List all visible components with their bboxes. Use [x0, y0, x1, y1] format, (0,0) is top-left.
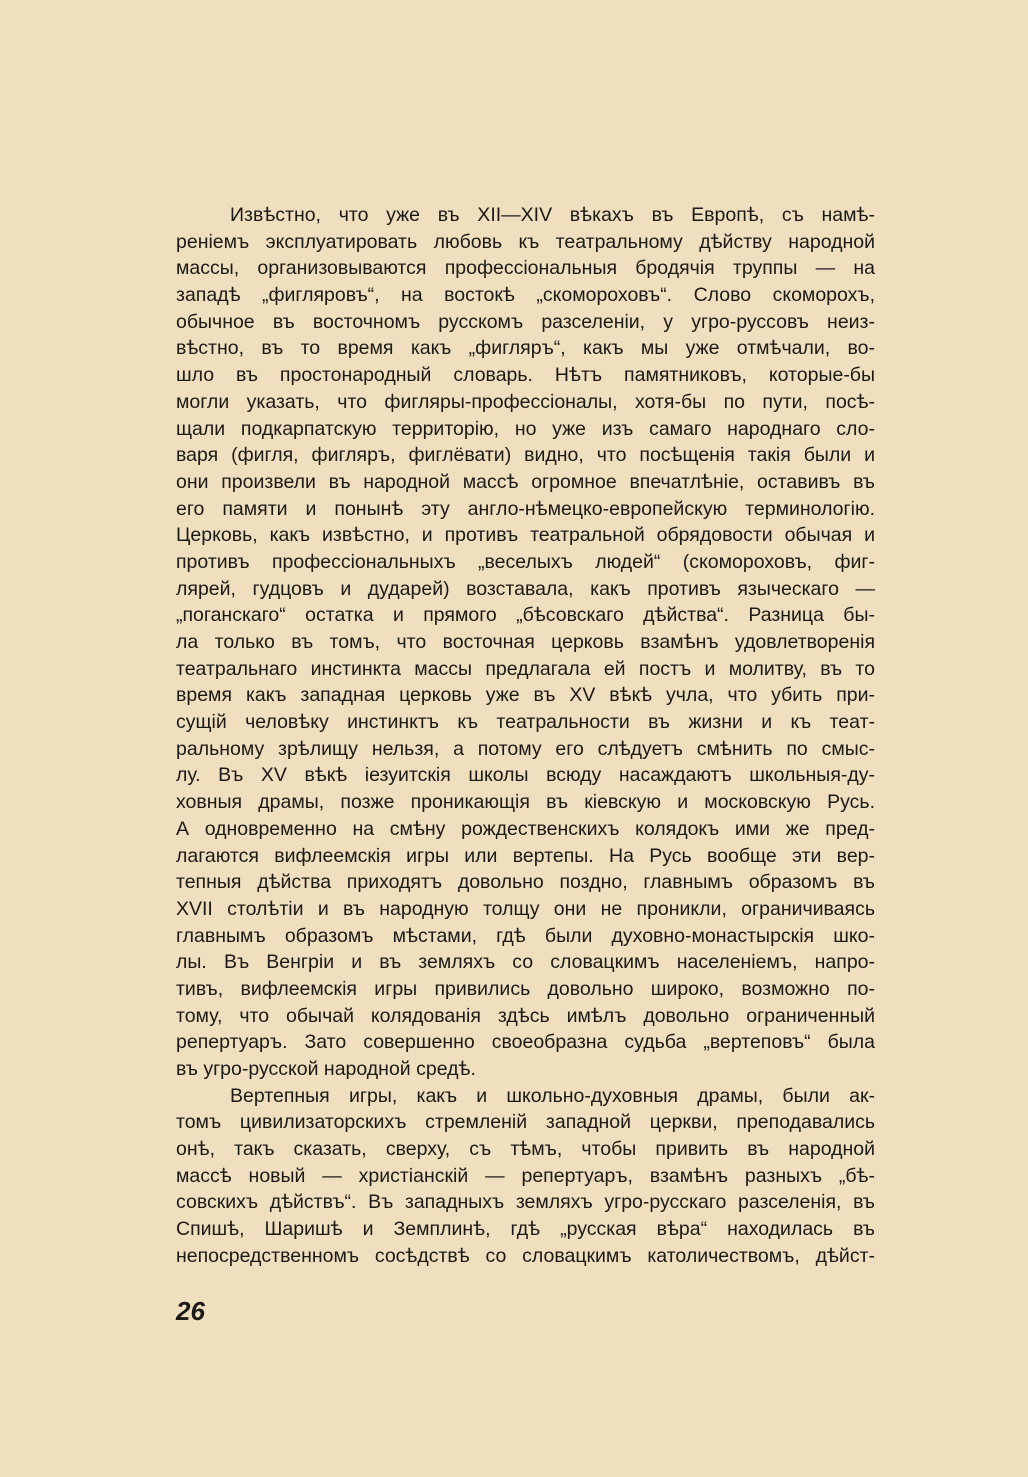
body-text: [176, 202, 875, 1270]
text-line: Спишѣ, Шаришѣ и Земплинѣ, гдѣ „русская вѣра“ находилась въ: [176, 1218, 875, 1241]
page-number: 26: [176, 1296, 205, 1326]
text-line: вѣстно, въ то время какъ „фигляръ“, какъ мы уже отмѣчали, во-: [176, 337, 875, 360]
text-line: ральному зрѣлищу нельзя, а потому его слѣдуетъ смѣнить по смыс-: [176, 737, 875, 760]
text-line: шло въ простонародный словарь. Нѣтъ памятниковъ, которые-бы: [176, 364, 875, 387]
text-line: могли указать, что фигляры-профессіоналы, хотя-бы по пути, посѣ-: [176, 390, 875, 413]
text-line: массѣ новый — христіанскій — репертуаръ, взамѣнъ разныхъ „бѣ-: [176, 1164, 875, 1187]
text-line: лу. Въ XV вѣкѣ іезуитскія школы всюду насаждаютъ школьныя-ду-: [176, 764, 875, 787]
text-line: варя (фигля, фигляръ, фиглёвати) видно, что посѣщенія такія были и: [176, 444, 875, 467]
text-line: тому, что обычай колядованія здѣсь имѣлъ довольно ограниченный: [176, 1004, 875, 1027]
text-line: ла только въ томъ, что восточная церковь взамѣнъ удовлетворенія: [176, 631, 875, 653]
paragraph-1: [176, 202, 875, 1083]
text-line: въ угро-русской народной средѣ.: [176, 1058, 476, 1080]
text-line: время какъ западная церковь уже въ XV вѣкѣ учла, что убить при-: [176, 684, 875, 707]
text-line: театральнаго инстинкта массы предлагала ей постъ и молитву, въ то: [176, 657, 875, 680]
text-line: реніемъ эксплуатировать любовь къ театральному дѣйству народной: [176, 230, 875, 253]
text-line: они произвели въ народной массѣ огромное впечатлѣніе, оставивъ въ: [176, 470, 875, 493]
text-line: Вертепныя игры, какъ и школьно-духовныя драмы, были ак-: [230, 1084, 875, 1107]
text-line: Церковь, какъ извѣстно, и противъ театральной обрядовости обычая и: [176, 524, 875, 547]
text-line: А одновременно на смѣну рождественскихъ колядокъ ими же пред-: [176, 817, 875, 840]
text-line: массы, организовываются профессіональныя бродячія труппы — на: [176, 257, 875, 280]
text-line: онѣ, такъ сказать, сверху, съ тѣмъ, чтобы привить въ народной: [176, 1138, 875, 1161]
text-line: непосредственномъ сосѣдствѣ со словацкимъ католичествомъ, дѣйст-: [176, 1244, 875, 1267]
text-line: XVII столѣтіи и въ народную толщу они не проникли, ограничиваясь: [176, 897, 875, 920]
text-line: Извѣстно, что уже въ XII—XIV вѣкахъ въ Европѣ, съ намѣ-: [230, 204, 875, 226]
text-line: лы. Въ Венгріи и въ земляхъ со словацкимъ населеніемъ, напро-: [176, 951, 875, 974]
text-line: репертуаръ. Зато совершенно своеобразна судьба „вертеповъ“ была: [176, 1031, 875, 1054]
text-line: лагаются вифлеемскія игры или вертепы. На Русь вообще эти вер-: [176, 844, 875, 867]
text-line: ховныя драмы, позже проникающія въ кіевскую и московскую Русь.: [176, 791, 875, 814]
text-line: тепныя дѣйства приходятъ довольно поздно, главнымъ образомъ въ: [176, 871, 875, 894]
text-line: сущій человѣку инстинктъ къ театральности въ жизни и къ теат-: [176, 711, 875, 734]
text-line: щали подкарпатскую территорію, но уже изъ самаго народнаго сло-: [176, 417, 875, 440]
text-line: томъ цивилизаторскихъ стремленій западной церкви, преподавались: [176, 1111, 875, 1134]
text-line: тивъ, вифлеемскія игры привились довольно широко, возможно по-: [176, 977, 875, 1000]
text-line: западѣ „фигляровъ“, на востокѣ „скомороховъ“. Слово скоморохъ,: [176, 284, 875, 307]
text-line: его памяти и понынѣ эту англо-нѣмецко-европейскую терминологію.: [176, 497, 875, 520]
text-line: главнымъ образомъ мѣстами, гдѣ были духовно-монастырскія шко-: [176, 924, 875, 947]
text-line: обычное въ восточномъ русскомъ разселеніи, у угро-руссовъ неиз-: [176, 310, 875, 333]
text-line: противъ профессіональныхъ „веселыхъ людей“ (скомороховъ, фиг-: [176, 550, 875, 573]
paragraph-2: [176, 1083, 875, 1270]
text-line: лярей, гудцовъ и дударей) возставала, какъ противъ языческаго —: [176, 577, 875, 600]
text-line: „поганскаго“ остатка и прямого „бѣсовскаго дѣйства“. Разница бы-: [176, 604, 875, 627]
text-line: совскихъ дѣйствъ“. Въ западныхъ земляхъ угро-русскаго разселенія, въ: [176, 1191, 875, 1214]
